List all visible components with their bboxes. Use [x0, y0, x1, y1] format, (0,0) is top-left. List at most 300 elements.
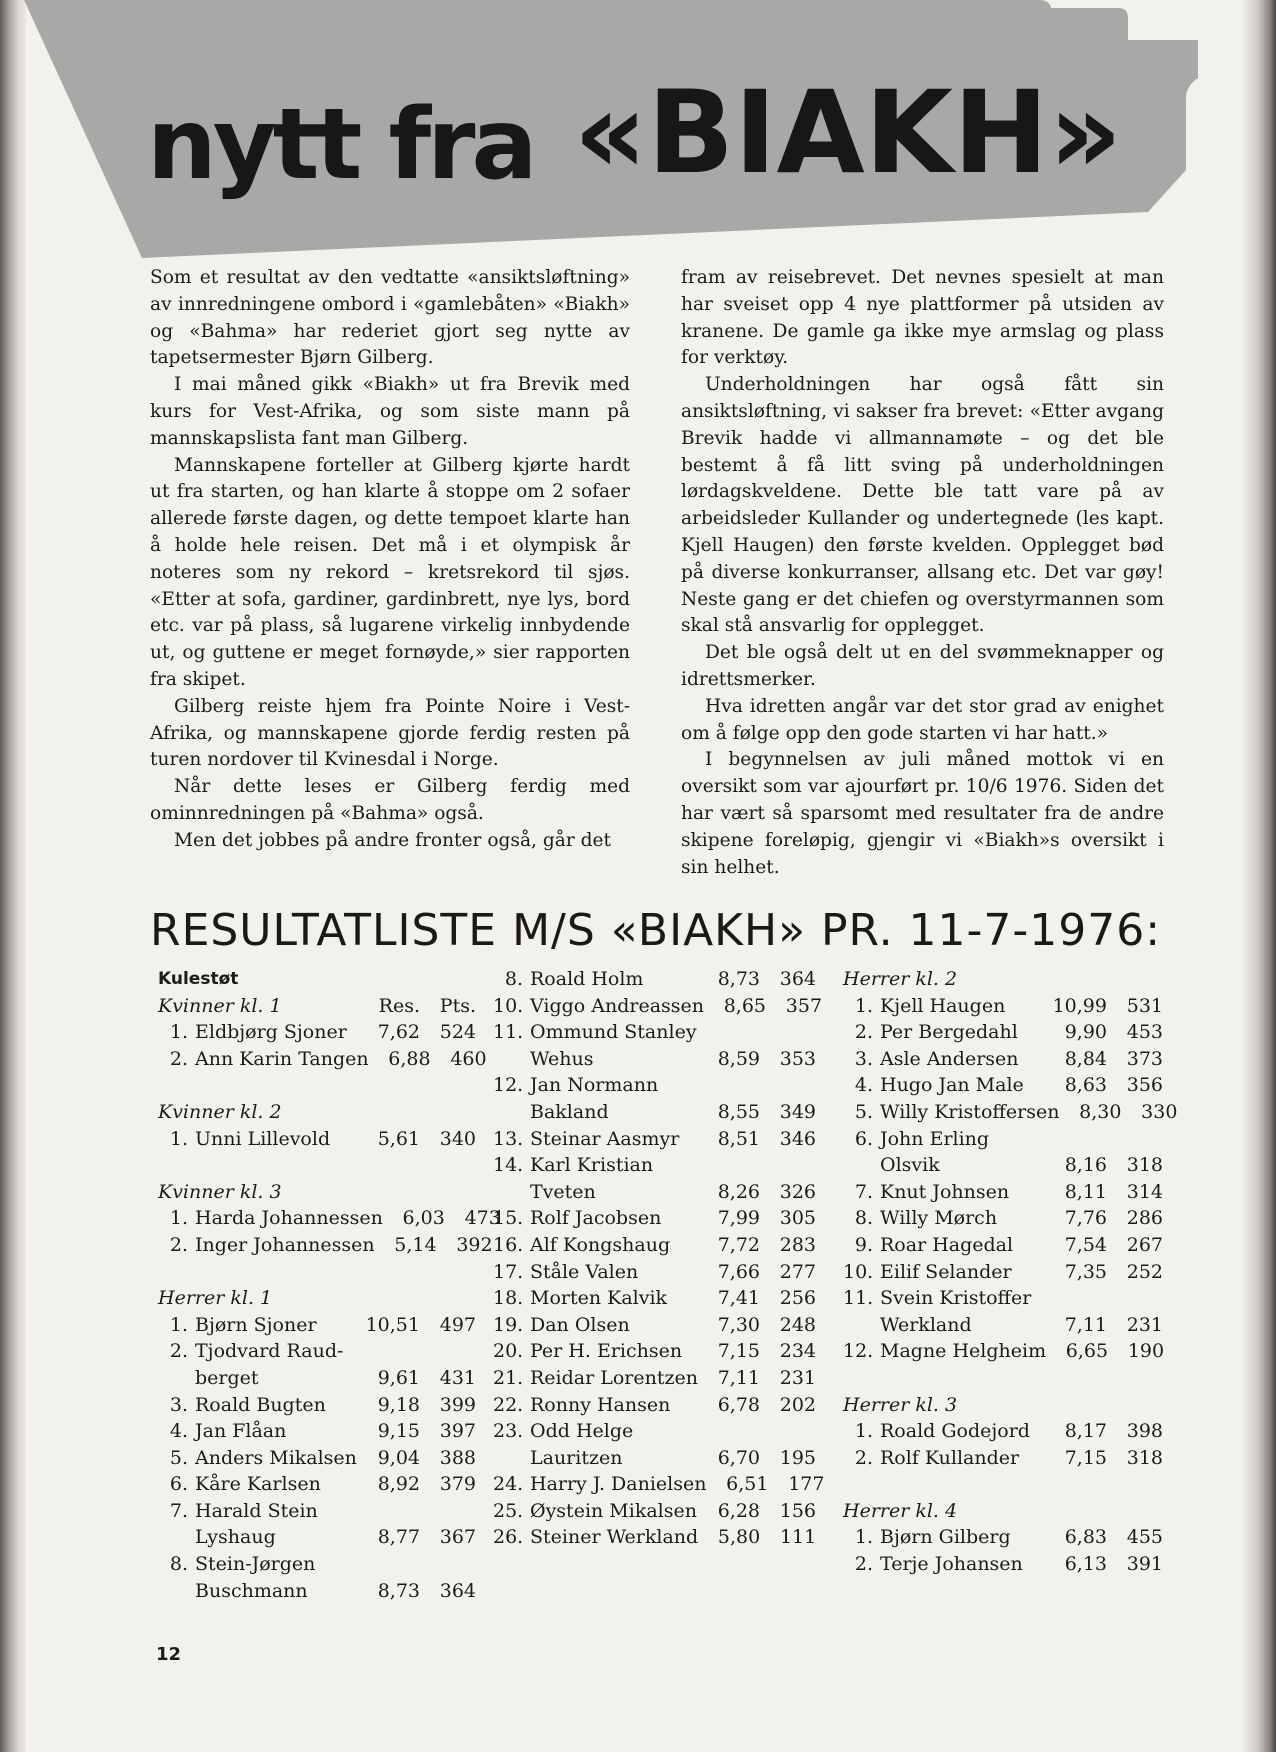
placing: 1. — [169, 1127, 188, 1150]
result-value — [1045, 1126, 1107, 1153]
points-value: 111 — [779, 1526, 817, 1549]
results-spacer — [843, 1365, 1163, 1392]
athlete-name: Bjørn Sjoner — [195, 1313, 317, 1336]
placing: 10. — [493, 994, 524, 1017]
athlete-name: Anders Mikalsen — [195, 1446, 357, 1469]
athlete-name: Per Bergedahl — [880, 1021, 1018, 1044]
athlete-name: Morten Kalvik — [530, 1287, 668, 1310]
athlete-name: Bjørn Gilberg — [880, 1526, 1011, 1549]
result-value: 8,16 — [1064, 1154, 1107, 1177]
result-value: 7,35 — [1064, 1260, 1107, 1283]
athlete-name: Rolf Kullander — [880, 1446, 1020, 1469]
result-value: 7,54 — [1064, 1233, 1107, 1256]
athlete-name: Kåre Karlsen — [195, 1473, 321, 1496]
result-value: 6,03 — [402, 1207, 445, 1230]
article-paragraph: Hva idretten angår var det stor grad av enighet om å følge opp den gode starten vi har hatt.» — [681, 695, 1164, 744]
results-row — [158, 1498, 476, 1525]
results-row — [843, 1312, 1163, 1339]
results-row — [493, 1046, 816, 1073]
result-value: 7,72 — [717, 1233, 760, 1256]
results-class-heading — [158, 993, 476, 1020]
placing: 23. — [493, 1420, 524, 1443]
placing: 18. — [493, 1287, 524, 1310]
article-paragraph: fram av reisebrevet. Det nevnes spesielt at man har sveiset opp 4 nye plattformer på utsiden av kranene. De gamle ga ikke mye armslag og plass for verktøy. — [681, 267, 1164, 369]
athlete-name: Stein-Jørgen — [195, 1553, 316, 1576]
result-value — [358, 1551, 420, 1578]
points-value: 453 — [1126, 1021, 1163, 1044]
athlete-name: Bakland — [530, 1100, 609, 1123]
athlete-name: Ståle Valen — [530, 1260, 639, 1283]
results-row — [493, 1072, 816, 1099]
results-row — [843, 1338, 1163, 1365]
results-column-1 — [158, 966, 501, 1604]
results-row — [158, 1126, 476, 1153]
results-row — [493, 1099, 816, 1126]
points-value: 399 — [439, 1393, 476, 1416]
result-value: 7,99 — [717, 1207, 760, 1230]
placing: 9. — [854, 1233, 873, 1256]
athlete-name: Roald Holm — [530, 968, 644, 990]
results-row — [843, 1418, 1163, 1445]
athlete-name: Willy Mørch — [880, 1207, 998, 1230]
placing: 3. — [169, 1393, 188, 1416]
result-value: 7,30 — [717, 1313, 760, 1336]
result-value: 10,51 — [365, 1313, 420, 1336]
result-value: 7,62 — [377, 1021, 420, 1044]
placing: 1. — [854, 1526, 873, 1549]
points-value: 195 — [779, 1446, 816, 1469]
results-row — [158, 1551, 476, 1578]
article-paragraph: I begynnelsen av juli måned mottok vi en oversikt som var ajourført pr. 10/6 1976. Siden det har vært så sparsomt med resultater fra de andre skipene foreløpig, gjengir vi «Biakh»s oversikt i sin helhet. — [681, 749, 1164, 878]
placing — [843, 1312, 880, 1339]
placing: 1. — [169, 1207, 188, 1230]
results-row — [493, 1232, 816, 1259]
points-value: 231 — [779, 1366, 816, 1389]
points-value: 397 — [439, 1420, 476, 1443]
placing: 2. — [169, 1233, 188, 1256]
athlete-name: Magne Helgheim — [880, 1340, 1047, 1363]
points-value — [1107, 1126, 1163, 1153]
placing: 2. — [854, 1021, 873, 1044]
article-paragraph: Underholdningen har også fått sin ansiktsløftning, vi sakser fra brevet: «Etter avgang Brevik hadde vi allmannamøte – og det ble bestemt å få litt sving på underholdningen lørdagskveldene. Dette ble tatt vare på av arbeidsleder Kullander og undertegnede (les kapt. Kjell Haugen) den første kvelden. Opplegget bød på diverse konkurranser, allsang etc. Det var gøy! Neste gang er det chiefen og overstyrmannen som skal stå ansvarlig for opplegget. — [681, 374, 1164, 637]
athlete-name: Buschmann — [195, 1579, 308, 1602]
points-value: 326 — [779, 1180, 816, 1203]
results-row — [843, 1099, 1178, 1126]
results-row — [493, 1259, 816, 1286]
result-value: 8,73 — [717, 968, 760, 990]
placing: 5. — [169, 1446, 188, 1469]
athlete-name: Tjodvard Raud- — [195, 1340, 344, 1363]
result-value: 8,51 — [717, 1127, 760, 1150]
athlete-name: Tveten — [530, 1180, 596, 1203]
points-value: 364 — [779, 968, 816, 990]
results-row — [158, 1471, 476, 1498]
results-row — [493, 1524, 816, 1551]
results-row — [493, 1152, 816, 1179]
placing: 1. — [854, 1420, 873, 1443]
results-class-heading — [158, 1099, 476, 1126]
result-value: 8,84 — [1064, 1047, 1107, 1070]
headline-ship-name: «BIAKH» — [573, 66, 1123, 199]
results-row — [493, 1365, 816, 1392]
points-value: 364 — [439, 1579, 476, 1602]
points-value: 286 — [1126, 1207, 1163, 1230]
points-column-header — [420, 1099, 476, 1126]
results-category — [158, 966, 476, 993]
points-value: 177 — [788, 1473, 825, 1496]
results-column-2 — [493, 966, 825, 1551]
placing: 5. — [854, 1100, 873, 1123]
placing: 10. — [843, 1260, 874, 1283]
athlete-name: Odd Helge — [530, 1420, 634, 1443]
results-spacer — [158, 1152, 476, 1179]
results-row — [158, 1046, 487, 1073]
result-value: 6,51 — [726, 1473, 769, 1496]
results-row — [158, 1232, 493, 1259]
placing: 14. — [493, 1154, 524, 1177]
result-value — [358, 1338, 420, 1365]
athlete-name: Roar Hagedal — [880, 1233, 1014, 1256]
page-number: 12 — [156, 1644, 182, 1665]
article-paragraph: I mai måned gikk «Biakh» ut fra Brevik med kurs for Vest-Afrika, og som siste mann på mannskapslista fant man Gilberg. — [150, 374, 630, 449]
athlete-name: Eilif Selander — [880, 1260, 1012, 1283]
athlete-name: Svein Kristoffer — [880, 1287, 1032, 1310]
athlete-name: Lauritzen — [530, 1446, 623, 1469]
result-value: 6,83 — [1064, 1526, 1107, 1549]
placing: 13. — [493, 1127, 524, 1150]
result-column-header — [1045, 1498, 1107, 1525]
points-value — [420, 1498, 476, 1525]
points-value: 267 — [1126, 1233, 1163, 1256]
points-value: 190 — [1127, 1340, 1165, 1363]
result-value: 8,17 — [1064, 1420, 1107, 1443]
results-class-heading — [843, 1498, 1163, 1525]
ship-funnel-shape — [1036, 8, 1128, 40]
placing: 8. — [169, 1553, 188, 1576]
results-class-heading — [843, 1392, 1163, 1419]
points-value: 357 — [785, 994, 823, 1017]
athlete-name: Rolf Jacobsen — [530, 1207, 662, 1230]
result-value: 8,92 — [377, 1473, 420, 1496]
results-row — [843, 1046, 1163, 1073]
results-row — [158, 1418, 476, 1445]
points-value: 473 — [464, 1207, 501, 1230]
points-value: 353 — [779, 1047, 816, 1070]
placing: 2. — [169, 1340, 188, 1363]
points-value: 431 — [439, 1366, 476, 1389]
placing: 4. — [854, 1074, 873, 1097]
class-label: Herrer kl. 4 — [843, 1499, 958, 1522]
results-row — [493, 1498, 816, 1525]
athlete-name: Jan Normann — [530, 1074, 659, 1097]
article-paragraph: Som et resultat av den vedtatte «ansiktsløftning» av innredningene ombord i «gamlebåten» «Biakh» og «Bahma» har rederiet gjort seg nytte av tapetsermester Bjørn Gilberg. — [150, 267, 630, 369]
athlete-name: Ommund Stanley — [530, 1021, 697, 1044]
result-column-header — [1045, 1392, 1107, 1419]
class-label: Kvinner kl. 1 — [158, 994, 282, 1017]
results-row — [843, 1205, 1163, 1232]
results-row — [158, 1019, 476, 1046]
result-value — [1045, 1285, 1107, 1312]
result-value: 7,76 — [1064, 1207, 1107, 1230]
placing — [158, 1578, 195, 1605]
results-row — [158, 1205, 501, 1232]
athlete-name: Roald Bugten — [195, 1393, 326, 1416]
points-value — [760, 1152, 816, 1179]
class-label: Kvinner kl. 3 — [158, 1180, 282, 1203]
result-value: 7,15 — [1064, 1446, 1107, 1469]
points-value: 349 — [779, 1100, 816, 1123]
points-value — [1107, 1285, 1163, 1312]
points-value: 318 — [1126, 1154, 1163, 1177]
points-value: 455 — [1126, 1526, 1163, 1549]
athlete-name: Ann Karin Tangen — [195, 1047, 369, 1070]
result-value: 9,18 — [377, 1393, 420, 1416]
article-paragraph: Mannskapene forteller at Gilberg kjørte hardt ut fra starten, og han klarte å stoppe om 2 sofaer allerede første dagen, og dette tempoet klarte han å holde hele reisen. Det må i et olympisk år noteres som ny rekord – kretsrekord til sjøs. «Etter at sofa, gardiner, gardinbrett, nye lys, bord etc. var på plass, så lugarene virkelig innbydende ut, og guttene er meget fornøyde,» sier rapporten fra skipet. — [150, 454, 630, 690]
result-value — [698, 1072, 760, 1099]
results-row — [158, 1338, 476, 1365]
placing — [843, 1152, 880, 1179]
class-label: Herrer kl. 2 — [843, 968, 958, 990]
results-title: RESULTATLISTE M/S «BIAKH» PR. 11-7-1976: — [150, 905, 1162, 956]
result-value: 8,26 — [717, 1180, 760, 1203]
athlete-name: Unni Lillevold — [195, 1127, 331, 1150]
result-column-header — [358, 1099, 420, 1126]
placing: 1. — [854, 994, 873, 1017]
points-value — [760, 1072, 816, 1099]
points-column-header: Pts. — [439, 994, 476, 1017]
page-headline — [147, 66, 1123, 202]
results-row — [843, 1179, 1163, 1206]
result-value: 5,61 — [377, 1127, 420, 1150]
results-row — [493, 1285, 816, 1312]
result-value — [698, 1019, 760, 1046]
results-row — [158, 1445, 476, 1472]
points-value: 379 — [439, 1473, 476, 1496]
results-row — [158, 1524, 476, 1551]
result-value: 6,13 — [1064, 1553, 1107, 1576]
points-value: 314 — [1126, 1180, 1163, 1203]
placing: 2. — [854, 1446, 873, 1469]
placing: 8. — [504, 968, 523, 990]
placing: 22. — [493, 1393, 524, 1416]
results-row — [843, 1259, 1163, 1286]
results-row — [493, 1312, 816, 1339]
points-value: 318 — [1126, 1446, 1163, 1469]
placing: 24. — [493, 1473, 524, 1496]
placing — [493, 1179, 530, 1206]
result-value: 8,30 — [1079, 1100, 1122, 1123]
article-paragraph: Når dette leses er Gilberg ferdig med ominnredningen på «Bahma» også. — [150, 776, 630, 824]
results-row — [158, 1578, 476, 1605]
result-value: 6,88 — [388, 1047, 431, 1070]
article-paragraph: Men det jobbes på andre fronter også, går det — [174, 829, 612, 851]
result-value — [698, 1152, 760, 1179]
points-value: 497 — [439, 1313, 476, 1336]
points-column-header — [1107, 966, 1163, 993]
athlete-name: John Erling — [880, 1127, 990, 1150]
athlete-name: Kjell Haugen — [880, 994, 1006, 1017]
athlete-name: Ronny Hansen — [530, 1393, 671, 1416]
result-value: 9,04 — [377, 1446, 420, 1469]
athlete-name: Dan Olsen — [530, 1313, 630, 1336]
results-class-heading — [158, 1179, 476, 1206]
points-value: 391 — [1126, 1553, 1163, 1576]
results-row — [843, 1232, 1163, 1259]
points-value: 531 — [1126, 994, 1163, 1017]
placing: 11. — [843, 1287, 874, 1310]
class-label: Herrer kl. 1 — [158, 1287, 273, 1310]
results-class-heading — [843, 966, 1163, 993]
placing — [493, 1445, 530, 1472]
results-row — [843, 1285, 1163, 1312]
athlete-name: Jan Flåan — [195, 1420, 287, 1443]
points-value: 340 — [439, 1127, 476, 1150]
athlete-name: Alf Kongshaug — [530, 1233, 671, 1256]
points-value: 156 — [779, 1499, 816, 1522]
athlete-name: Viggo Andreassen — [530, 994, 705, 1017]
points-value: 202 — [779, 1393, 816, 1416]
athlete-name: Knut Johnsen — [880, 1180, 1010, 1203]
placing: 7. — [854, 1180, 873, 1203]
placing: 21. — [493, 1366, 524, 1389]
athlete-name: Asle Andersen — [880, 1047, 1019, 1070]
athlete-name: Hugo Jan Male — [880, 1074, 1024, 1097]
placing: 20. — [493, 1340, 524, 1363]
result-value: 9,90 — [1064, 1021, 1107, 1044]
results-row — [493, 1392, 816, 1419]
results-row — [493, 1205, 816, 1232]
result-value: 7,15 — [717, 1340, 760, 1363]
result-value: 5,80 — [717, 1526, 761, 1549]
athlete-name: Eldbjørg Sjoner — [195, 1021, 347, 1044]
results-column-3 — [843, 966, 1178, 1578]
result-value: 8,73 — [377, 1579, 420, 1602]
result-value: 8,63 — [1064, 1074, 1107, 1097]
points-value: 524 — [439, 1021, 476, 1044]
points-value: 346 — [779, 1127, 816, 1150]
athlete-name: Steiner Werkland — [530, 1526, 699, 1549]
placing: 6. — [854, 1127, 873, 1150]
results-row — [843, 1126, 1163, 1153]
placing: 1. — [169, 1021, 188, 1044]
athlete-name: Harald Stein — [195, 1499, 318, 1522]
placing: 8. — [854, 1207, 873, 1230]
athlete-name: Reidar Lorentzen — [530, 1366, 698, 1389]
results-row — [843, 1445, 1163, 1472]
results-row — [493, 1338, 816, 1365]
placing: 4. — [169, 1420, 188, 1443]
points-value — [420, 1551, 476, 1578]
result-column-header: Res. — [378, 994, 420, 1017]
results-spacer — [843, 1471, 1163, 1498]
placing — [493, 1046, 530, 1073]
result-value: 10,99 — [1052, 994, 1107, 1017]
points-value: 248 — [779, 1313, 816, 1336]
placing: 11. — [493, 1021, 524, 1044]
result-column-header — [1045, 966, 1107, 993]
points-value — [760, 1019, 816, 1046]
results-row — [843, 993, 1163, 1020]
article-paragraph: Det ble også delt ut en del svømmeknapper og idrettsmerker. — [681, 642, 1164, 690]
placing — [493, 1099, 530, 1126]
placing: 12. — [493, 1074, 524, 1097]
points-value: 373 — [1126, 1047, 1163, 1070]
points-value — [760, 1418, 816, 1445]
result-value: 9,61 — [377, 1366, 420, 1389]
athlete-name: berget — [195, 1366, 259, 1389]
athlete-name: Willy Kristoffersen — [880, 1100, 1060, 1123]
points-column-header — [1107, 1392, 1163, 1419]
result-value: 7,11 — [1064, 1313, 1107, 1336]
placing: 7. — [169, 1499, 188, 1522]
points-column-header — [420, 1285, 476, 1312]
placing — [158, 1365, 195, 1392]
result-column-header — [358, 1285, 420, 1312]
placing: 2. — [854, 1553, 873, 1576]
placing: 15. — [493, 1207, 524, 1230]
placing: 2. — [169, 1047, 188, 1070]
results-row — [493, 993, 823, 1020]
class-label: Herrer kl. 3 — [843, 1393, 958, 1416]
athlete-name: Roald Godejord — [880, 1420, 1030, 1443]
results-row — [843, 1019, 1163, 1046]
result-value: 7,41 — [717, 1287, 760, 1310]
points-value: 356 — [1126, 1074, 1163, 1097]
results-row — [158, 1365, 476, 1392]
result-value: 6,65 — [1065, 1340, 1109, 1363]
athlete-name: Harda Johannessen — [195, 1207, 383, 1230]
results-row — [493, 1445, 816, 1472]
result-value: 6,70 — [717, 1446, 760, 1469]
placing — [158, 1524, 195, 1551]
results-row — [493, 1179, 816, 1206]
placing: 1. — [169, 1313, 188, 1336]
points-value: 231 — [1126, 1313, 1163, 1336]
athlete-name: Steinar Aasmyr — [530, 1127, 680, 1150]
result-value: 7,11 — [717, 1366, 760, 1389]
category-label: Kulestøt — [158, 969, 239, 989]
points-value: 398 — [1126, 1420, 1163, 1443]
athlete-name: Terje Johansen — [880, 1553, 1023, 1576]
athlete-name: Wehus — [530, 1047, 594, 1070]
results-spacer — [158, 1072, 476, 1099]
results-row — [493, 966, 816, 993]
article-column-left — [150, 265, 630, 855]
points-value: 305 — [779, 1207, 816, 1230]
headline-prefix: nytt fra — [147, 88, 534, 202]
class-label: Kvinner kl. 2 — [158, 1100, 282, 1123]
result-value: 8,11 — [1064, 1180, 1107, 1203]
placing: 12. — [843, 1340, 874, 1363]
result-value: 7,66 — [717, 1260, 760, 1283]
points-value: 277 — [779, 1260, 816, 1283]
result-value: 8,59 — [717, 1047, 760, 1070]
points-column-header — [1107, 1498, 1163, 1525]
result-value: 8,77 — [377, 1526, 420, 1549]
result-value: 6,78 — [717, 1393, 760, 1416]
points-value — [420, 1338, 476, 1365]
placing: 26. — [493, 1526, 524, 1549]
athlete-name: Øystein Mikalsen — [530, 1499, 697, 1522]
results-row — [493, 1418, 816, 1445]
results-row — [493, 1019, 816, 1046]
points-value: 460 — [450, 1047, 487, 1070]
results-row — [158, 1392, 476, 1419]
athlete-name: Werkland — [880, 1313, 972, 1336]
article-paragraph: Gilberg reiste hjem fra Pointe Noire i Vest-Afrika, og mannskapene gjorde ferdig resten på turen nordover til Kvinesdal i Norge. — [150, 695, 630, 771]
athlete-name: Lyshaug — [195, 1526, 276, 1549]
results-row — [493, 1471, 825, 1498]
